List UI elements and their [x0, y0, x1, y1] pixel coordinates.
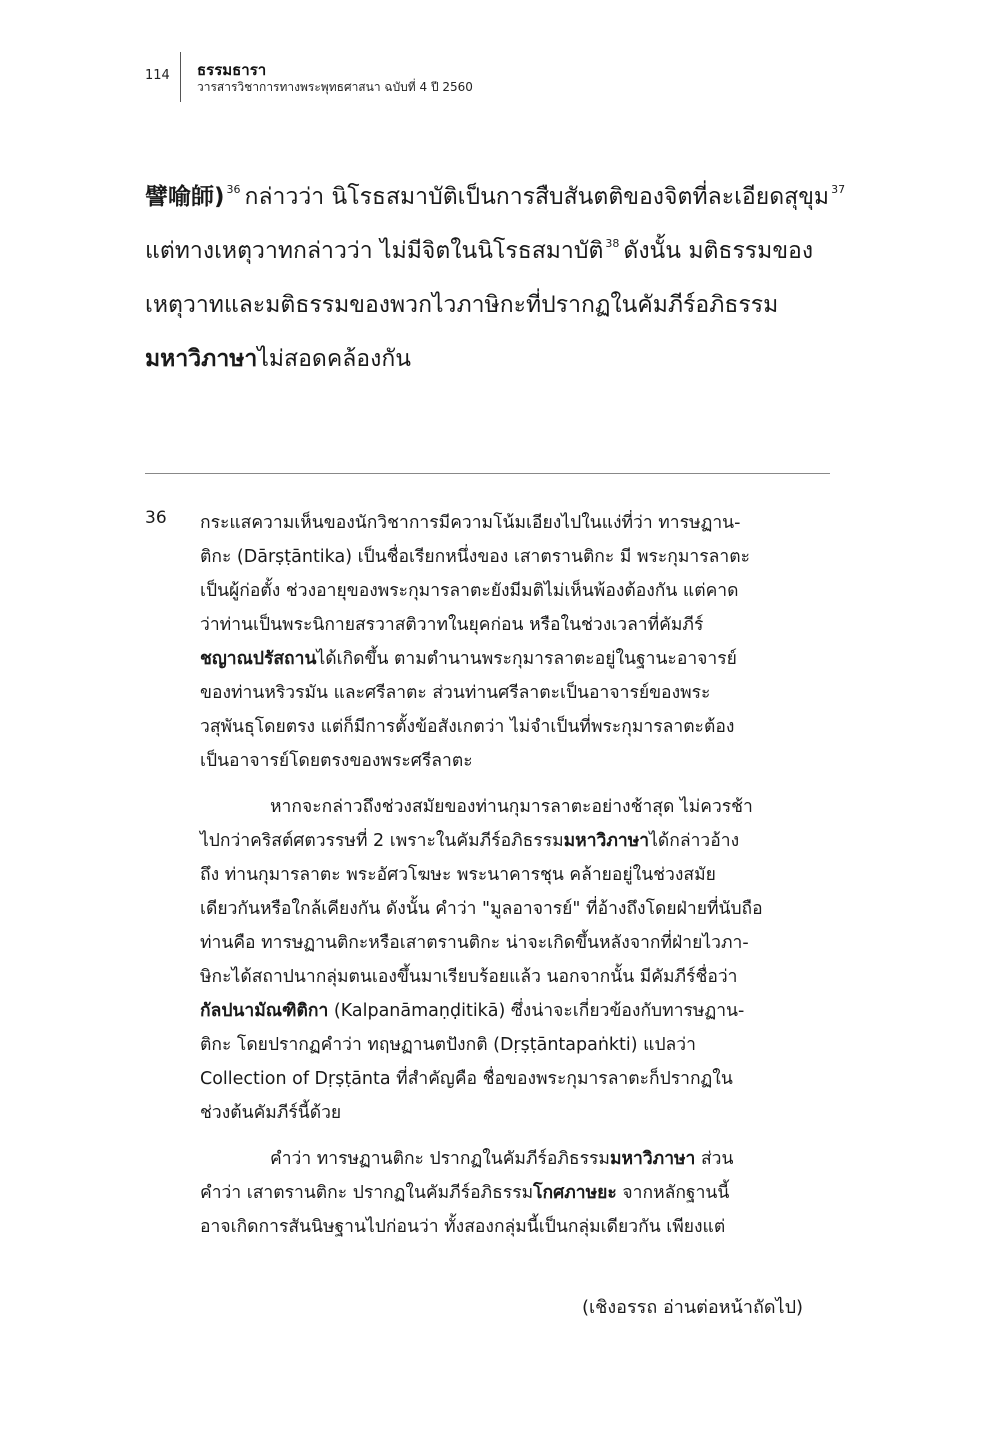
footnote-line: ติกะ โดยปรากฏคำว่า ทฤษฏานตปังกติ (Dṛṣṭāntapaṅkti) แปลว่า — [200, 1035, 696, 1055]
footnote-line: ช่วงต้นคัมภีร์นี้ด้วย — [200, 1103, 342, 1123]
footnote-line: วสุพันธุโดยตรง แต่ก็มีการตั้งข้อสังเกตว่า ไม่จำเป็นที่พระกุมารลาตะต้อง — [200, 717, 735, 737]
journal-title: ธรรมธารา — [197, 61, 267, 79]
footnote-divider — [145, 473, 830, 474]
footnote-line: อาจเกิดการสันนิษฐานไปก่อนว่า ทั้งสองกลุ่มนี้เป็นกลุ่มเดียวกัน เพียงแต่ — [200, 1217, 726, 1237]
footnote-line: ถึง ท่านกุมารลาตะ พระอัศวโฆษะ พระนาคารชุน คล้ายอยู่ในช่วงสมัย — [200, 865, 716, 885]
footnote-line: ติกะ (Dārṣṭāntika) เป็นชื่อเรียกหนึ่งของ เสาตรานติกะ มี พระกุมารลาตะ — [200, 547, 750, 567]
body-line — [145, 224, 835, 278]
footnote-text-run: (Kalpanāmaṇḍitikā) ซึ่งน่าจะเกี่ยวข้องกับทารษฏาน- — [333, 1001, 745, 1021]
footnote-text-run: ได้เกิดขึ้น ตามตำนานพระกุมารลาตะอยู่ในฐานะอาจารย์ — [316, 649, 737, 669]
footnote-line — [200, 824, 833, 858]
body-text: ไม่สอดคล้องกัน — [257, 346, 412, 372]
footnote-line — [200, 1142, 833, 1176]
body-line — [145, 332, 835, 386]
footnote-line: หากจะกล่าวถึงช่วงสมัยของท่านกุมารลาตะอย่างช้าสุด ไม่ควรช้า — [270, 797, 753, 817]
footnote-ref-38[interactable]: 38 — [605, 237, 620, 250]
body-text: แต่ทางเหตุวาทกล่าวว่า ไม่มีจิตในนิโรธสมาบัติ — [145, 238, 604, 264]
footnote-line: ท่านคือ ทารษฏานติกะหรือเสาตรานติกะ น่าจะเกิดขึ้นหลังจากที่ฝ่ายไวภา- — [200, 933, 749, 953]
body-line: เหตุวาทและมติธรรมของพวกไวภาษิกะที่ปรากฏในคัมภีร์อภิธรรม — [145, 292, 779, 318]
footnote-line: เป็นอาจารย์โดยตรงของพระศรีลาตะ — [200, 751, 473, 771]
footnote-ref-36[interactable]: 36 — [226, 183, 241, 196]
footnote-bold-text: มหาวิภาษา — [609, 1149, 696, 1169]
body-text-chinese: 譬喻師) — [145, 184, 225, 210]
footnote-line — [200, 1176, 833, 1210]
header-divider — [180, 52, 181, 102]
footnote-paragraph-1 — [200, 506, 833, 778]
footnote-line: ว่าท่านเป็นพระนิกายสรวาสติวาทในยุคก่อน หรือในช่วงเวลาที่คัมภีร์ — [200, 615, 704, 635]
footnote-line — [200, 642, 833, 676]
footnote-line: เดียวกันหรือใกล้เคียงกัน ดังนั้น คำว่า "มูลอาจารย์" ที่อ้างถึงโดยฝ่ายที่นับถือ — [200, 899, 763, 919]
body-text-bold: มหาวิภาษา — [145, 346, 258, 372]
footnote-line: ษิกะได้สถาปนากลุ่มตนเองขึ้นมาเรียบร้อยแล้ว นอกจากนั้น มีคัมภีร์ชื่อว่า — [200, 967, 738, 987]
footnote-text-run: ได้กล่าวอ้าง — [649, 831, 740, 851]
body-text: กล่าวว่า นิโรธสมาบัติเป็นการสืบสันตติของจิตที่ละเอียดสุขุม — [244, 184, 830, 210]
footnote-line: Collection of Dṛṣṭānta ที่สำคัญคือ ชื่อของพระกุมารลาตะก็ปรากฏใน — [200, 1069, 733, 1089]
footnote-line — [200, 994, 833, 1028]
continued-note: (เชิงอรรถ อ่านต่อหน้าถัดไป) — [582, 1297, 804, 1318]
footnote-text-run: คำว่า ทารษฏานติกะ ปรากฏในคัมภีร์อภิธรรม — [270, 1149, 610, 1169]
body-line — [145, 170, 846, 224]
body-paragraph — [145, 170, 846, 386]
footnote-text-run: จากหลักฐานนี้ — [622, 1183, 730, 1203]
journal-subtitle: วารสารวิชาการทางพระพุทธศาสนา ฉบับที่ 4 ปี 2560 — [197, 80, 473, 94]
footnote-bold-text: ชญาณปรัสถาน — [200, 649, 317, 669]
footnote-bold-text: โกศภาษยะ — [533, 1183, 617, 1203]
footnote-line: กระแสความเห็นของนักวิชาการมีความโน้มเอียงไปในแง่ที่ว่า ทารษฏาน- — [200, 513, 741, 533]
footnote-text-run: คำว่า เสาตรานติกะ ปรากฏในคัมภีร์อภิธรรม — [200, 1183, 534, 1203]
footnote-line: ของท่านหริวรมัน และศรีลาตะ ส่วนท่านศรีลาตะเป็นอาจารย์ของพระ — [200, 683, 711, 703]
footnote-bold-text: กัลปนามัณฑิติกา — [200, 1001, 329, 1021]
footnote-bold-text: มหาวิภาษา — [563, 831, 650, 851]
footnote-text-run: ส่วน — [700, 1149, 734, 1169]
body-text: ดังนั้น มติธรรมของ — [623, 238, 814, 264]
footnote-number: 36 — [145, 508, 167, 528]
page-number: 114 — [145, 68, 170, 83]
footnote-text-run: ไปกว่าคริสต์ศตวรรษที่ 2 เพราะในคัมภีร์อภิธรรม — [200, 831, 564, 851]
footnote-text — [200, 506, 833, 1244]
footnote-ref-37[interactable]: 37 — [831, 183, 846, 196]
footnote-line: เป็นผู้ก่อตั้ง ช่วงอายุของพระกุมารลาตะยังมีมติไม่เห็นพ้องต้องกัน แต่คาด — [200, 581, 739, 601]
footnote-paragraph-3 — [200, 1142, 833, 1244]
footnote-paragraph-2 — [200, 790, 833, 1130]
